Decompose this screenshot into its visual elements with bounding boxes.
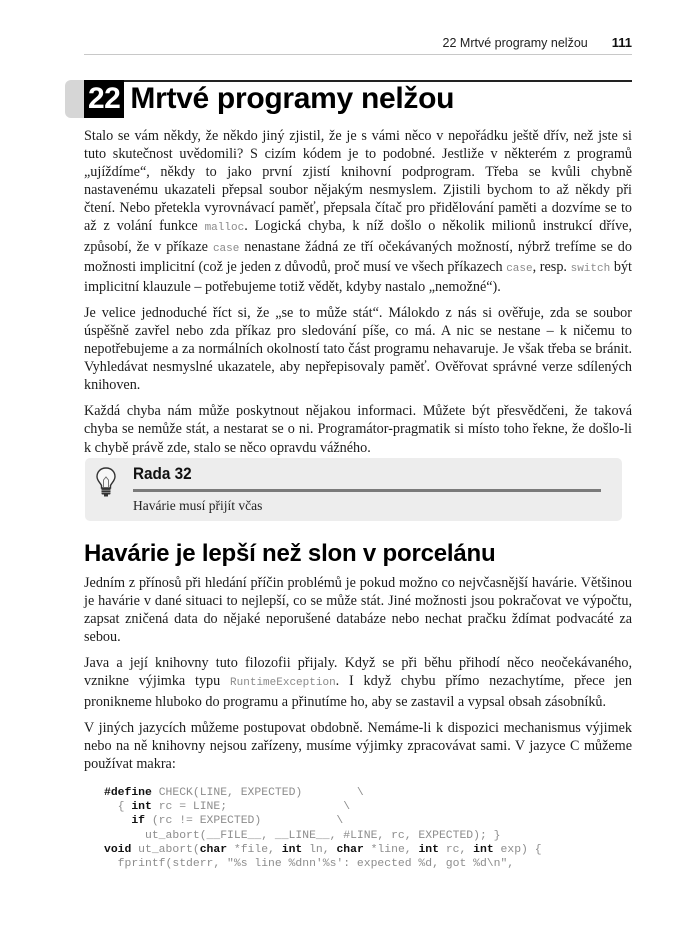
section-title: Havárie je lepší než slon v porcelánu [84, 540, 496, 567]
code-line [104, 814, 542, 828]
chapter-title: Mrtvé programy nelžou [130, 82, 455, 115]
tip-rule [133, 489, 601, 492]
inline-code: switch [570, 262, 611, 275]
code-keyword: int [281, 843, 303, 856]
text-run: být implicitní klauzule – potřebujeme totiž vědět, kdyby nastalo „nemožné“). [84, 258, 632, 295]
inline-code: case [506, 262, 533, 275]
text-run: Je velice jednoduché říct si, že „se to může stát“. Málokdo z nás si ověřuje, zda se soubor úspěšně zavřel nebo zda příkaz pro sledování píše, co má. A nic se nestane – k ničemu to nepotřebujeme a za normálních okolností tato část programu nehavaruje. Je však třeba se bránit. Vyhledávat nesmyslné ukazatele, aby nepřepisovaly paměť. Ověřovat správné verze sdílených knihoven. [84, 304, 632, 394]
code-keyword: int [131, 801, 152, 814]
page-number: 111 [611, 35, 632, 50]
code-token: rc = LINE; \ [151, 801, 351, 814]
code-token: fprintf(stderr, "%s line %dnn'%s': expected %d, got %d\n", [104, 858, 515, 871]
code-line [104, 843, 542, 857]
code-token: rc, [438, 843, 474, 856]
code-line [104, 829, 542, 843]
text-run: Stalo se vám někdy, že někdo jiný zjistil, že je s vámi něco v nepořádku ještě dřív, než jste si tuto skutečnost uvědomili? S cizím kódem je to podobné. Jestliže v některém z programů „ujíždíme“, někdy to jako první zjistí knihovní podprogram. Třeba se kvůli chybně nastavenému ukazateli přepsal soubor nějakým nesmyslem. Zjistili bychom to až někdy při čtení. Nebo přetekla vyrovnávací paměť, přepsala čítač pro přidělování paměti a dozvíme se to až z volání funkce [84, 128, 632, 235]
intro-text [84, 127, 632, 465]
code-keyword: #define [104, 787, 152, 799]
tip-text: Havárie musí přijít včas [133, 498, 263, 513]
text-run: . I když chybu přímo nezachytíme, přece jen pronikneme hluboko do programu a přinutíme ho, aby se zastavil a vypsal obsah zásobníků. [84, 673, 632, 710]
paragraph [84, 127, 632, 296]
code-token: ut_abort( [131, 843, 200, 856]
paragraph [84, 654, 632, 710]
inline-code: RuntimeException [230, 677, 336, 690]
code-token: *line, [363, 843, 419, 856]
section-text [84, 574, 632, 781]
tip-title: Rada 32 [133, 464, 192, 483]
lightbulb-icon [95, 466, 117, 498]
code-token: { [104, 801, 132, 814]
text-run: , resp. [532, 258, 571, 275]
code-token: exp) { [493, 843, 542, 856]
code-keyword: int [473, 843, 494, 856]
inline-code: case [212, 242, 240, 255]
code-keyword: if [131, 815, 146, 828]
text-run: Jedním z přínosů při hledání příčin problémů je pokud možno co nejvčasnější havárie. Většinou je havárie v dané situaci to nejlepší, co se může stát. Jiné možnosti jsou pokračovat ve výpočtu, zapsat zničená data do nějaké neporušené databáze nebo nechat pračku ždímat podvacáté za sebou. [84, 575, 632, 646]
code-keyword: int [418, 843, 439, 856]
tip-box [85, 458, 622, 521]
code-keyword: char [199, 843, 228, 856]
code-keyword: char [336, 843, 364, 856]
running-header-title: 22 Mrtvé programy nelžou [442, 36, 588, 50]
code-line [104, 800, 542, 814]
inline-code: malloc [204, 222, 245, 235]
paragraph [84, 574, 632, 646]
text-run: Každá chyba nám může poskytnout nějakou informaci. Můžete být přesvědčeni, že taková chyba se nemůže stát, a nestarat se o ni. Programátor-pragmatik si místo toho řekne, že došlo-li k chybě právě zde, stalo se něco opravdu vážného. [84, 403, 632, 456]
text-run: Java a její knihovny tuto filozofii přijaly. Když se při běhu přihodí něco neočekávaného, vznikne výjimka typu [84, 655, 632, 690]
paragraph [84, 402, 632, 456]
code-token: ut_abort(__FILE__, __LINE__, #LINE, rc, EXPECTED); } [104, 829, 501, 842]
code-token: (rc != EXPECTED) \ [145, 815, 344, 828]
text-run: nenastane žádná ze tří očekávaných možností, nýbrž trefíme se do možnosti implicitní (což je jeden z důvodů, proč musí ve všech příkazech [84, 238, 632, 275]
chapter-heading [84, 80, 454, 118]
chapter-number: 22 [84, 80, 124, 118]
code-line [104, 786, 542, 800]
paragraph [84, 719, 632, 773]
code-token: ln, [302, 843, 337, 856]
running-header [84, 28, 632, 55]
code-token: CHECK(LINE, EXPECTED) \ [151, 787, 364, 799]
text-run: V jiných jazycích můžeme postupovat obdobně. Nemáme-li k dispozici mechanismus výjimek nebo na ně knihovny nejsou zařízeny, musíme výjimky zpracovávat sami. V jazyce C můžeme používat makra: [84, 719, 632, 772]
paragraph [84, 304, 632, 394]
code-token: *file, [227, 843, 282, 856]
code-listing [104, 786, 542, 871]
text-run: . Logická chyba, k níž došlo o několik milionů instrukcí dříve, způsobí, že v příkaze [84, 218, 633, 255]
code-line [104, 857, 542, 871]
code-keyword: void [104, 843, 132, 856]
code-token [104, 815, 131, 827]
